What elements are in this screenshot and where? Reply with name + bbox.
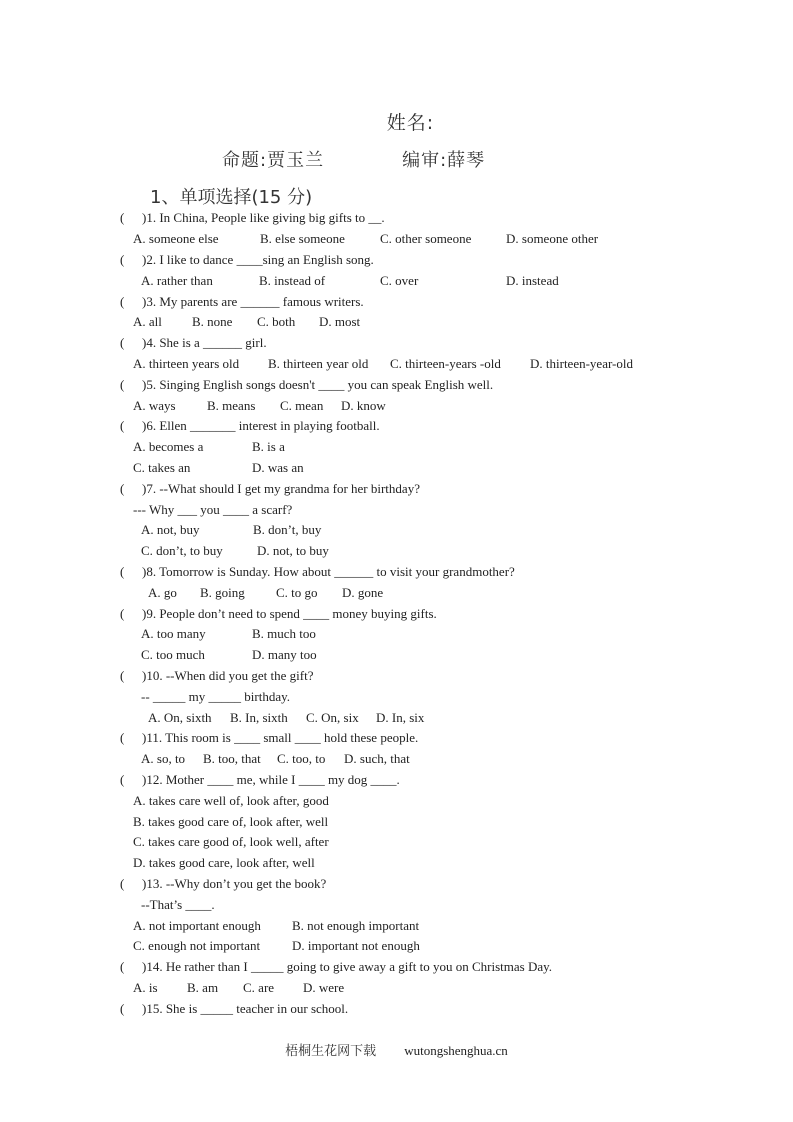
option: C. mean <box>280 398 324 413</box>
option: C. don’t, to buy <box>141 543 223 558</box>
footer-site-name: 梧桐生花网下载 <box>285 1044 377 1059</box>
option: D. not, to buy <box>257 543 329 558</box>
question-text: )1. In China, People like giving big gifts to __. <box>142 210 385 225</box>
option: B. don’t, buy <box>253 522 322 537</box>
option: A. so, to <box>141 751 186 766</box>
option: B. too, that <box>203 751 261 766</box>
option: C. takes an <box>133 460 191 475</box>
question-text: )13. --Why don’t you get the book? <box>142 876 327 891</box>
option: C. takes care good of, look well, after <box>133 834 329 849</box>
page-footer <box>0 1040 793 1059</box>
option: A. too many <box>141 626 206 641</box>
option: D. many too <box>252 647 317 662</box>
question-text: )10. --When did you get the gift? <box>142 668 314 683</box>
option: B. am <box>187 980 219 995</box>
answer-blank: ( <box>120 606 125 621</box>
question-text: )9. People don’t need to spend ____ money buying gifts. <box>142 606 437 621</box>
option: C. too much <box>141 647 205 662</box>
answer-blank: ( <box>120 294 125 309</box>
answer-blank: ( <box>120 772 125 787</box>
question-text: )15. She is _____ teacher in our school. <box>142 1001 349 1016</box>
option: B. not enough important <box>292 918 420 933</box>
answer-blank: ( <box>120 481 125 496</box>
option: B. much too <box>252 626 316 641</box>
option: B. instead of <box>259 273 326 288</box>
question-text: )7. --What should I get my grandma for her birthday? <box>142 481 420 496</box>
question-text: )2. I like to dance ____sing an English song. <box>142 252 374 267</box>
name-label: 姓名: <box>386 112 435 134</box>
option: D. most <box>319 314 361 329</box>
option: B. In, sixth <box>230 710 288 725</box>
option: C. are <box>243 980 275 995</box>
answer-blank: ( <box>120 668 125 683</box>
option: A. not important enough <box>133 918 261 933</box>
option: A. becomes a <box>133 439 204 454</box>
option: B. takes good care of, look after, well <box>133 814 329 829</box>
footer-site-url: wutongshenghua.cn <box>404 1043 508 1058</box>
question-text: )11. This room is ____ small ____ hold these people. <box>142 730 419 745</box>
followup-text: -- _____ my _____ birthday. <box>141 689 290 704</box>
option: A. is <box>133 980 158 995</box>
option: D. thirteen-year-old <box>530 356 633 371</box>
question-text: )14. He rather than I _____ going to give away a gift to you on Christmas Day. <box>142 959 553 974</box>
option: A. someone else <box>133 231 219 246</box>
option: A. rather than <box>141 273 213 288</box>
answer-blank: ( <box>120 564 125 579</box>
option: D. In, six <box>376 710 425 725</box>
question-text: )4. She is a ______ girl. <box>142 335 267 350</box>
question-text: )12. Mother ____ me, while I ____ my dog ____. <box>142 772 400 787</box>
option: A. go <box>148 585 177 600</box>
answer-blank: ( <box>120 418 125 433</box>
option: D. was an <box>252 460 304 475</box>
option: A. takes care well of, look after, good <box>133 793 329 808</box>
answer-blank: ( <box>120 335 125 350</box>
option: A. not, buy <box>141 522 200 537</box>
answer-blank: ( <box>120 252 125 267</box>
answer-blank: ( <box>120 210 125 225</box>
option: B. going <box>200 585 245 600</box>
option: C. On, six <box>306 710 359 725</box>
option: D. were <box>303 980 345 995</box>
followup-text: --- Why ___ you ____ a scarf? <box>133 502 293 517</box>
option: B. means <box>207 398 256 413</box>
option: D. important not enough <box>292 938 420 953</box>
answer-blank: ( <box>120 876 125 891</box>
answer-blank: ( <box>120 1001 125 1016</box>
answer-blank: ( <box>120 959 125 974</box>
answer-blank: ( <box>120 730 125 745</box>
option: D. instead <box>506 273 559 288</box>
question-text: )3. My parents are ______ famous writers. <box>142 294 364 309</box>
reviewer-label: 编审:薛琴 <box>402 150 486 171</box>
option: B. is a <box>252 439 285 454</box>
staff-line <box>222 146 485 172</box>
question-text: )5. Singing English songs doesn't ____ you can speak English well. <box>142 377 494 392</box>
question-text: )8. Tomorrow is Sunday. How about ______ to visit your grandmother? <box>142 564 515 579</box>
option: A. thirteen years old <box>133 356 240 371</box>
followup-text: --That’s ____. <box>141 897 215 912</box>
answer-blank: ( <box>120 377 125 392</box>
option: D. gone <box>342 585 384 600</box>
option: C. enough not important <box>133 938 261 953</box>
option: B. none <box>192 314 233 329</box>
option: A. On, sixth <box>148 710 212 725</box>
option: C. thirteen-years -old <box>390 356 501 371</box>
option: C. both <box>257 314 296 329</box>
student-name-line <box>0 108 793 135</box>
section-title: 1、单项选择(15 分) <box>150 187 313 208</box>
author-label: 命题:贾玉兰 <box>222 150 325 171</box>
option: D. know <box>341 398 386 413</box>
option: D. someone other <box>506 231 599 246</box>
option: C. other someone <box>380 231 472 246</box>
option: C. to go <box>276 585 318 600</box>
option: A. all <box>133 314 162 329</box>
option: B. thirteen year old <box>268 356 369 371</box>
option: B. else someone <box>260 231 345 246</box>
question-text: )6. Ellen _______ interest in playing football. <box>142 418 380 433</box>
option: D. such, that <box>344 751 410 766</box>
option: A. ways <box>133 398 176 413</box>
option: C. over <box>380 273 419 288</box>
option: C. too, to <box>277 751 326 766</box>
option: D. takes good care, look after, well <box>133 855 315 870</box>
